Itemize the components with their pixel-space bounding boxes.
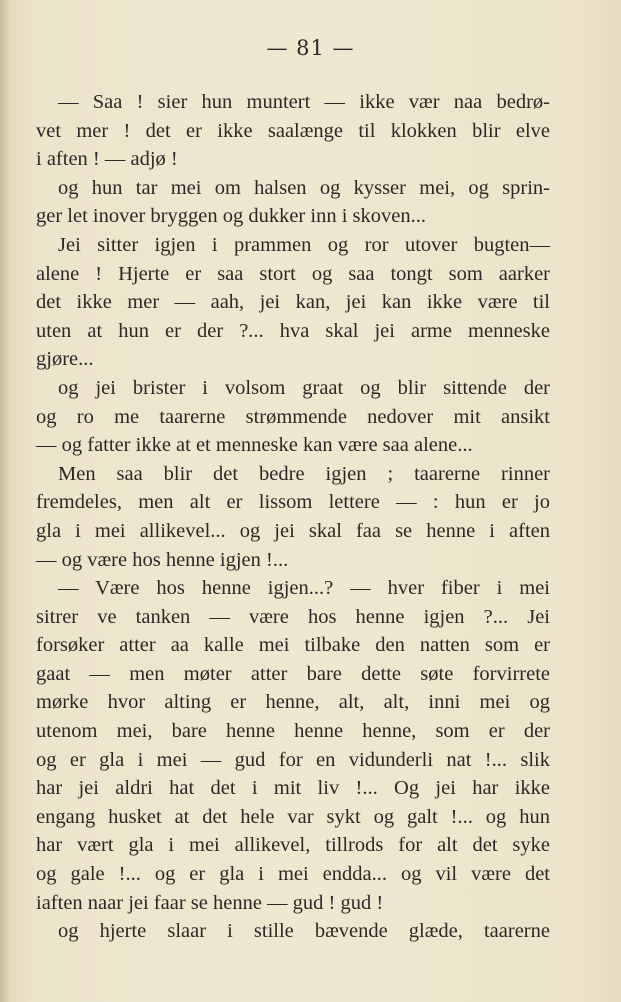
text-line: — Være hos henne igjen...? — hver fiber i mei — [58, 577, 550, 600]
text-line: ger let inover bryggen og dukker inn i skoven... — [36, 205, 426, 228]
text-line: — og fatter ikke at et menneske kan være saa alene... — [36, 434, 473, 457]
text-line: Men saa blir det bedre igjen ; taarerne rinner — [58, 462, 550, 485]
text-line: mørke hvor alting er henne, alt, alt, inni mei og — [36, 691, 550, 714]
text-line: utenom mei, bare henne henne henne, som er der — [36, 720, 550, 743]
text-line: og hun tar mei om halsen og kysser mei, og sprin- — [58, 176, 550, 199]
text-line: vet mer ! det er ikke saalænge til klokken blir elve — [36, 119, 550, 142]
text-line: har jei aldri hat det i mit liv !... Og jei har ikke — [36, 777, 550, 800]
text-line: og ro me taarerne strømmende nedover mit ansikt — [36, 405, 550, 428]
text-line: — og være hos henne igjen !... — [36, 548, 289, 571]
text-line: iaften naar jei faar se henne — gud ! gud ! — [36, 891, 384, 914]
text-line: — Saa ! sier hun muntert — ikke vær naa bedrø- — [58, 91, 550, 113]
text-line: gaat — men møter atter bare dette søte forvirrete — [36, 662, 550, 685]
text-line: i aften ! — adjø ! — [36, 148, 178, 171]
text-line: uten at hun er der ?... hva skal jei arme menneske — [36, 319, 550, 342]
text-line: og er gla i mei — gud for en vidunderli nat !... slik — [36, 748, 550, 771]
text-line: forsøker atter aa kalle mei tilbake den natten som er — [36, 634, 550, 657]
text-line: alene ! Hjerte er saa stort og saa tongt som aarker — [36, 262, 550, 285]
text-line: gjøre... — [36, 348, 94, 371]
text-line: gla i mei allikevel... og jei skal faa se henne i aften — [36, 519, 550, 542]
page-number: — 81 — — [266, 36, 355, 60]
text-line: og hjerte slaar i stille bævende glæde, taarerne — [58, 920, 550, 943]
text-line: fremdeles, men alt er lissom lettere — : hun er jo — [36, 491, 550, 514]
text-line: og jei brister i volsom graat og blir sittende der — [58, 376, 550, 399]
body-text — [36, 88, 550, 946]
text-line: engang husket at det hele var sykt og galt !... og hun — [36, 805, 550, 828]
text-line: det ikke mer — aah, jei kan, jei kan ikke være til — [36, 291, 550, 314]
text-line: sitrer ve tanken — være hos henne igjen ?... Jei — [36, 605, 550, 628]
page-edge-shadow — [0, 0, 10, 1002]
text-line: og gale !... og er gla i mei endda... og vil være det — [36, 863, 550, 886]
text-line: Jei sitter igjen i prammen og ror utover bugten— — [58, 233, 550, 256]
text-line: har vært gla i mei allikevel, tillrods for alt det syke — [36, 834, 550, 857]
